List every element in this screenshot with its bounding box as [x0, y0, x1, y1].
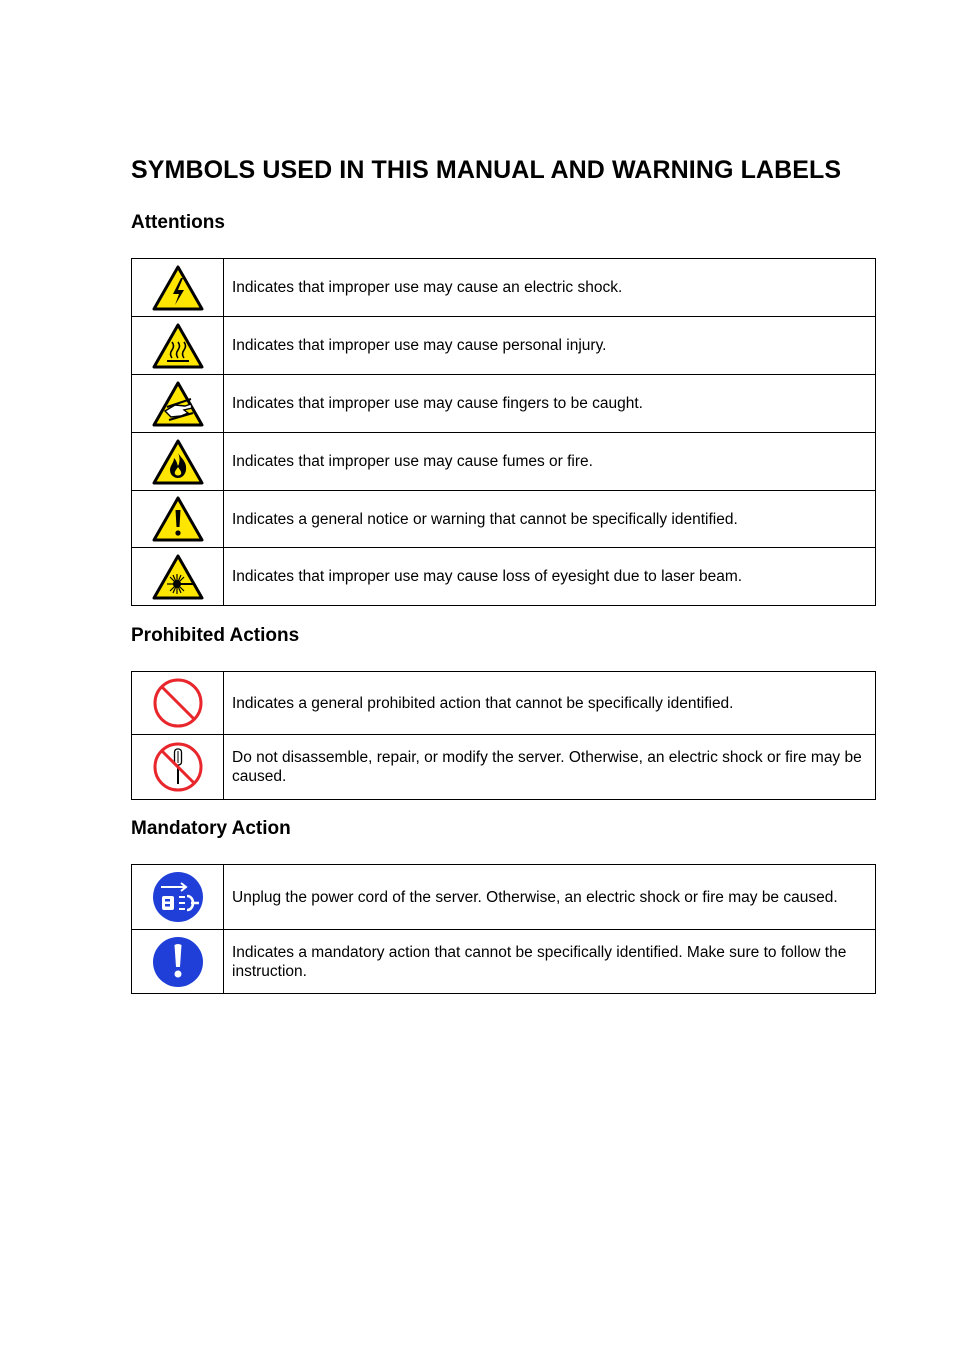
symbol-description: Indicates a general prohibited action that cannot be specifically identified.: [224, 672, 876, 735]
laser-beam-icon: [151, 553, 205, 601]
table-row: [132, 259, 876, 317]
symbol-description: Unplug the power cord of the server. Otherwise, an electric shock or fire may be caused.: [224, 865, 876, 930]
electric-shock-icon: [151, 264, 205, 312]
table-row: [132, 865, 876, 930]
prohibited-icon: [151, 676, 205, 730]
symbol-description: Indicates a mandatory action that cannot be specifically identified. Make sure to follow the instruction.: [224, 930, 876, 994]
unplug-icon: [151, 870, 205, 924]
table-row: [132, 930, 876, 994]
hot-surface-icon: [151, 322, 205, 370]
mandatory-heading: Mandatory Action: [131, 818, 291, 839]
table-row: [132, 491, 876, 548]
table-row: [132, 317, 876, 375]
symbol-description: Indicates that improper use may cause fumes or fire.: [224, 433, 876, 491]
general-warning-icon: [151, 495, 205, 543]
symbol-description: Indicates that improper use may cause fingers to be caught.: [224, 375, 876, 433]
symbol-description: Indicates a general notice or warning that cannot be specifically identified.: [224, 491, 876, 548]
table-row: [132, 672, 876, 735]
attentions-heading: Attentions: [131, 212, 225, 233]
symbol-description: Indicates that improper use may cause personal injury.: [224, 317, 876, 375]
symbol-description: Do not disassemble, repair, or modify the server. Otherwise, an electric shock or fire may be caused.: [224, 735, 876, 800]
symbol-description: Indicates that improper use may cause an electric shock.: [224, 259, 876, 317]
finger-pinch-icon: [151, 380, 205, 428]
mandatory-table: [131, 864, 876, 994]
table-row: [132, 433, 876, 491]
attentions-table: [131, 258, 876, 606]
page-title: SYMBOLS USED IN THIS MANUAL AND WARNING LABELS: [131, 156, 842, 184]
mandatory-icon: [151, 935, 205, 989]
fire-icon: [151, 438, 205, 486]
table-row: [132, 548, 876, 606]
symbol-description: Indicates that improper use may cause loss of eyesight due to laser beam.: [224, 548, 876, 606]
no-disassembly-icon: [151, 740, 205, 794]
table-row: [132, 375, 876, 433]
prohibited-table: [131, 671, 876, 800]
table-row: [132, 735, 876, 800]
prohibited-heading: Prohibited Actions: [131, 625, 300, 646]
